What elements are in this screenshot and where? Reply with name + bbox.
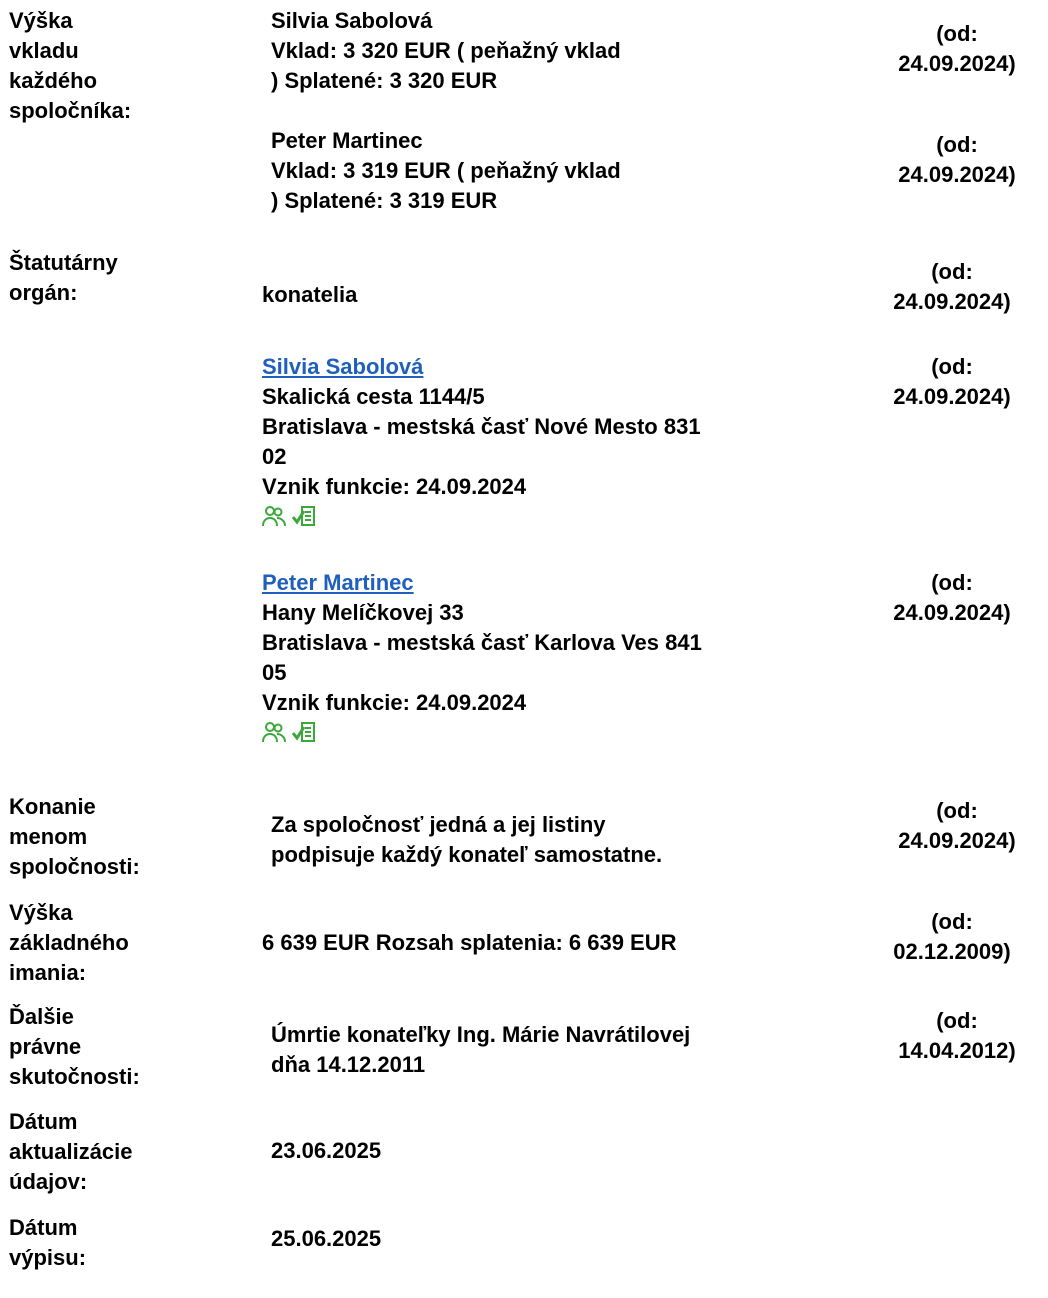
person-link-peter-martinec[interactable]: Peter Martinec	[262, 570, 414, 595]
deposit-entry-2: Peter Martinec Vklad: 3 319 EUR ( peňažný vklad ) Splatené: 3 319 EUR	[271, 128, 621, 213]
persons-icon[interactable]	[262, 720, 286, 744]
konanie-value: Za spoločnosť jedná a jej listiny podpisuje každý konateľ samostatne.	[271, 812, 663, 867]
deposit-entry-1: Silvia Sabolová Vklad: 3 320 EUR ( peňažný vklad ) Splatené: 3 320 EUR	[271, 8, 621, 93]
since-date: (od: 24.09.2024)	[893, 570, 1011, 625]
since-date: (od: 24.09.2024)	[893, 259, 1011, 314]
person-icons	[262, 720, 702, 744]
persons-icon[interactable]	[262, 504, 286, 528]
vypis-value: 25.06.2025	[271, 1226, 382, 1251]
since-date: (od: 24.09.2024)	[898, 132, 1016, 187]
since-date: (od: 02.12.2009)	[893, 909, 1011, 964]
imanie-value: 6 639 EUR Rozsah splatenia: 6 639 EUR	[262, 930, 677, 955]
label-datum-vypisu: Dátum výpisu:	[9, 1215, 87, 1270]
person-icons	[262, 504, 701, 528]
statutory-body-value: konatelia	[262, 282, 358, 307]
since-date: (od: 24.09.2024)	[893, 354, 1011, 409]
checklist-icon[interactable]	[292, 720, 316, 744]
label-statutarny-organ: Štatutárny orgán:	[9, 250, 118, 305]
skutocnosti-value: Úmrtie konateľky Ing. Márie Navrátilovej dňa 14.12.2011	[271, 1022, 691, 1077]
person-entry-2: Peter Martinec Hany Melíčkovej 33 Bratislava - mestská časť Karlova Ves 841 05 Vznik funkcie: 24.09.2024	[262, 568, 702, 744]
person-entry-1: Silvia Sabolová Skalická cesta 1144/5 Bratislava - mestská časť Nové Mesto 831 02 Vznik funkcie: 24.09.2024	[262, 352, 701, 528]
aktualizacia-value: 23.06.2025	[271, 1138, 382, 1163]
since-date: (od: 14.04.2012)	[898, 1008, 1016, 1063]
since-date: (od: 24.09.2024)	[898, 798, 1016, 853]
checklist-icon[interactable]	[292, 504, 316, 528]
person-link-silvia-sabolova[interactable]: Silvia Sabolová	[262, 354, 424, 379]
label-konanie: Konanie menom spoločnosti:	[9, 794, 140, 879]
label-zakladne-imanie: Výška základného imania:	[9, 900, 129, 985]
label-dalsie-skutocnosti: Ďalšie právne skutočnosti:	[9, 1004, 140, 1089]
label-datum-aktualizacie: Dátum aktualizácie údajov:	[9, 1109, 133, 1194]
since-date: (od: 24.09.2024)	[898, 21, 1016, 76]
label-vyska-vkladu: Výška vkladu každého spoločníka:	[9, 8, 132, 123]
